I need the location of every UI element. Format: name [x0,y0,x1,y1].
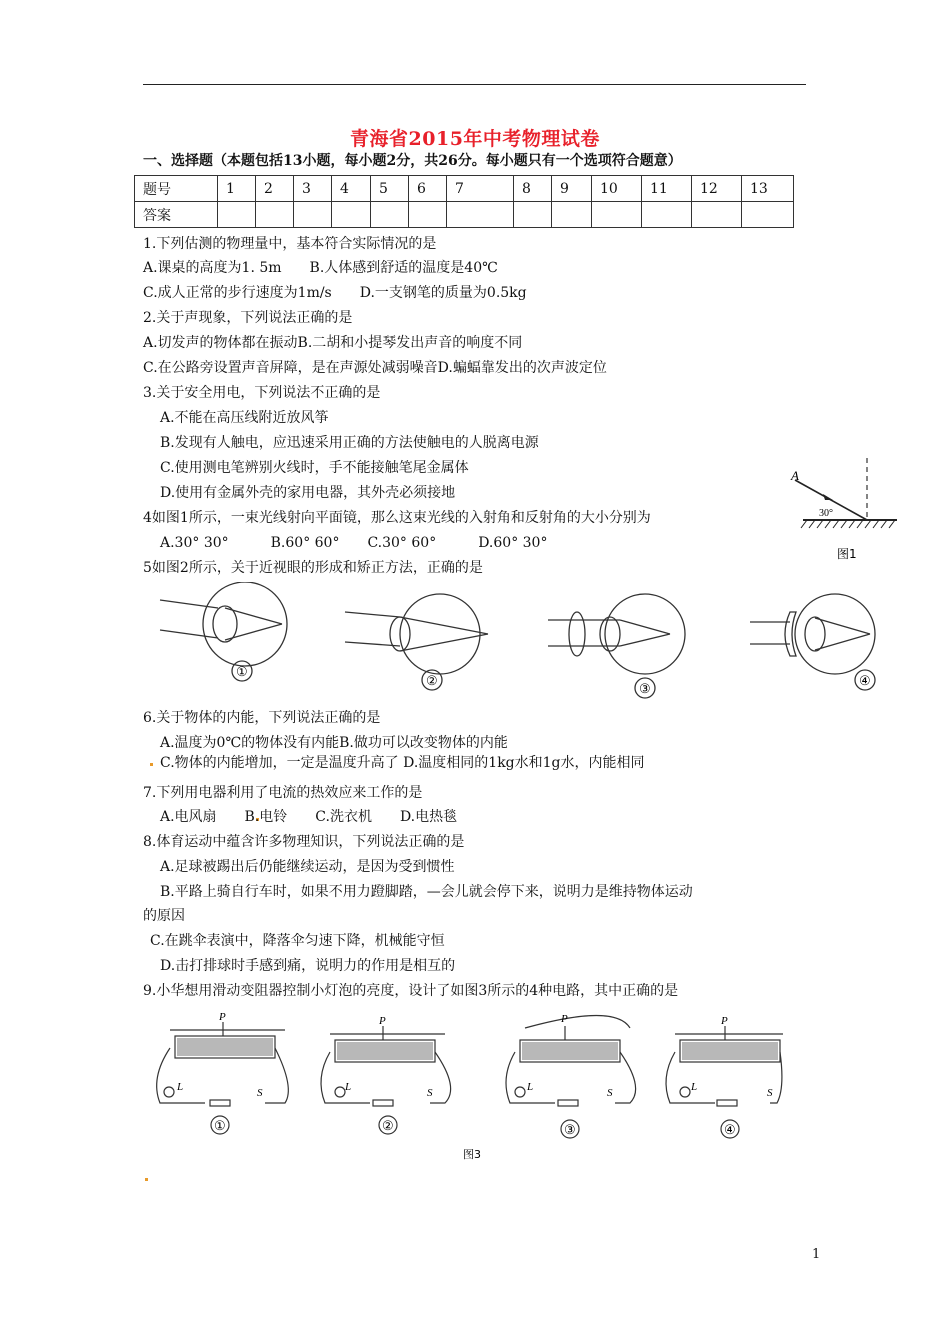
q6-options-ab: A.温度为0℃的物体没有内能B.做功可以改变物体的内能 [160,735,508,751]
table-cell: 9 [552,176,592,202]
table-cell [592,202,642,228]
q5-stem: 5如图2所示，关于近视眼的形成和矫正方法，正确的是 [143,560,483,576]
q2-options-ab: A.切发声的物体都在振动B.二胡和小提琴发出声音的响度不同 [143,335,523,351]
q3-option-b: B.发现有人触电，应迅速采用正确的方法使触电的人脱离电源 [160,435,539,451]
q8-stem: 8.体育运动中蕴含许多物理知识，下列说法正确的是 [143,834,465,850]
fig1-label-a: A [791,468,799,483]
table-cell: 4 [332,176,371,202]
table-cell [332,202,371,228]
table-cell [642,202,692,228]
q3-option-d: D.使用有金属外壳的家用电器，其外壳必须接地 [160,485,456,501]
fig3-caption: 图3 [463,1148,481,1161]
q2-options-cd: C.在公路旁设置声音屏障，是在声源处减弱噪音D.蝙蝠靠发出的次声波定位 [143,360,607,376]
q1-options-cd: C.成人正常的步行速度为1m/s D.一支钢笔的质量为0.5kg [143,285,527,301]
q3-option-c: C.使用测电笔辨别火线时，手不能接触笔尾金属体 [160,460,469,476]
q8-option-b-cont: 的原因 [143,908,185,924]
table-cell [256,202,294,228]
fig3-label-s: S [607,1087,613,1099]
q3-stem: 3.关于安全用电，下列说法不正确的是 [143,385,381,401]
fig3-label-s: S [257,1087,263,1099]
fig3-label-p: P [721,1015,728,1027]
q2-stem: 2.关于声现象，下列说法正确的是 [143,310,353,326]
table-cell: 8 [514,176,552,202]
figure-1-mirror [785,458,905,568]
q7-stem: 7.下列用电器利用了电流的热效应来工作的是 [143,785,423,801]
orange-dot-mark [150,763,153,766]
table-cell: 12 [692,176,742,202]
table-cell [409,202,447,228]
q1-options-ab: A.课桌的高度为1. 5m B.人体感到舒适的温度是40℃ [143,260,498,276]
table-cell: 7 [447,176,514,202]
fig3-label-p: P [561,1013,568,1025]
q4-options: A.30° 30° B.60° 60° C.30° 60° D.60° 30° [160,535,548,551]
table-cell: 3 [294,176,332,202]
table-cell: 答案 [135,202,218,228]
section-heading: 一、选择题（本题包括13小题，每小题2分，共26分。每小题只有一个选项符合题意） [143,153,682,169]
fig3-label-2: ② [382,1119,394,1134]
figure-2-eyes [150,582,890,702]
q3-option-a: A.不能在高压线附近放风筝 [160,410,329,426]
q6-stem: 6.关于物体的内能，下列说法正确的是 [143,710,381,726]
fig1-caption: 图1 [837,547,857,561]
q9-stem: 9.小华想用滑动变阻器控制小灯泡的亮度，设计了如图3所示的4种电路，其中正确的是 [143,983,679,999]
table-cell: 1 [218,176,256,202]
fig2-label-4: ④ [859,674,871,689]
fig2-label-2: ② [426,674,438,689]
fig3-label-4: ④ [724,1123,736,1138]
table-row [135,176,794,202]
fig2-label-3: ③ [639,682,651,697]
q6-options-cd: C.物体的内能增加，一定是温度升高了 D.温度相同的1kg水和1g水，内能相同 [160,755,645,771]
fig1-angle: 30° [819,508,833,519]
table-cell [371,202,409,228]
table-cell: 5 [371,176,409,202]
table-cell [742,202,794,228]
fig3-label-l: L [345,1081,352,1093]
q8-option-c: C.在跳伞表演中，降落伞匀速下降，机械能守恒 [150,933,445,949]
table-cell: 10 [592,176,642,202]
fig3-label-l: L [691,1081,698,1093]
q8-option-a: A.足球被踢出后仍能继续运动，是因为受到惯性 [160,859,455,875]
fig3-label-p: P [379,1015,386,1027]
fig3-label-l: L [177,1081,184,1093]
table-cell [218,202,256,228]
table-cell [514,202,552,228]
orange-dot-mark [145,1178,148,1181]
fig3-label-s: S [767,1087,773,1099]
fig3-label-1: ① [214,1119,226,1134]
fig2-label-1: ① [236,665,248,680]
header-rule [143,84,806,85]
q8-option-b: B.平路上骑自行车时，如果不用力蹬脚踏，—会儿就会停下来，说明力是维持物体运动 [160,884,693,900]
page-title: 青海省2015年中考物理试卷 [350,128,600,150]
fig3-label-p: P [219,1011,226,1023]
page-number: 1 [812,1247,821,1262]
fig3-label-l: L [527,1081,534,1093]
fig3-label-s: S [427,1087,433,1099]
figure-3-circuits [145,1008,785,1168]
table-cell: 11 [642,176,692,202]
q4-stem: 4如图1所示，一束光线射向平面镜，那么这束光线的入射角和反射角的大小分别为 [143,510,651,526]
table-cell: 6 [409,176,447,202]
q8-option-d: D.击打排球时手感到痛，说明力的作用是相互的 [160,958,456,974]
table-cell: 题号 [135,176,218,202]
table-cell [552,202,592,228]
q1-stem: 1.下列估测的物理量中，基本符合实际情况的是 [143,236,437,252]
fig3-label-3: ③ [564,1123,576,1138]
table-cell: 13 [742,176,794,202]
table-cell [447,202,514,228]
q7-options: A.电风扇 B.电铃 C.洗衣机 D.电热毯 [160,809,458,825]
table-cell [294,202,332,228]
answer-table [134,175,794,228]
table-cell [692,202,742,228]
table-row [135,202,794,228]
table-cell: 2 [256,176,294,202]
